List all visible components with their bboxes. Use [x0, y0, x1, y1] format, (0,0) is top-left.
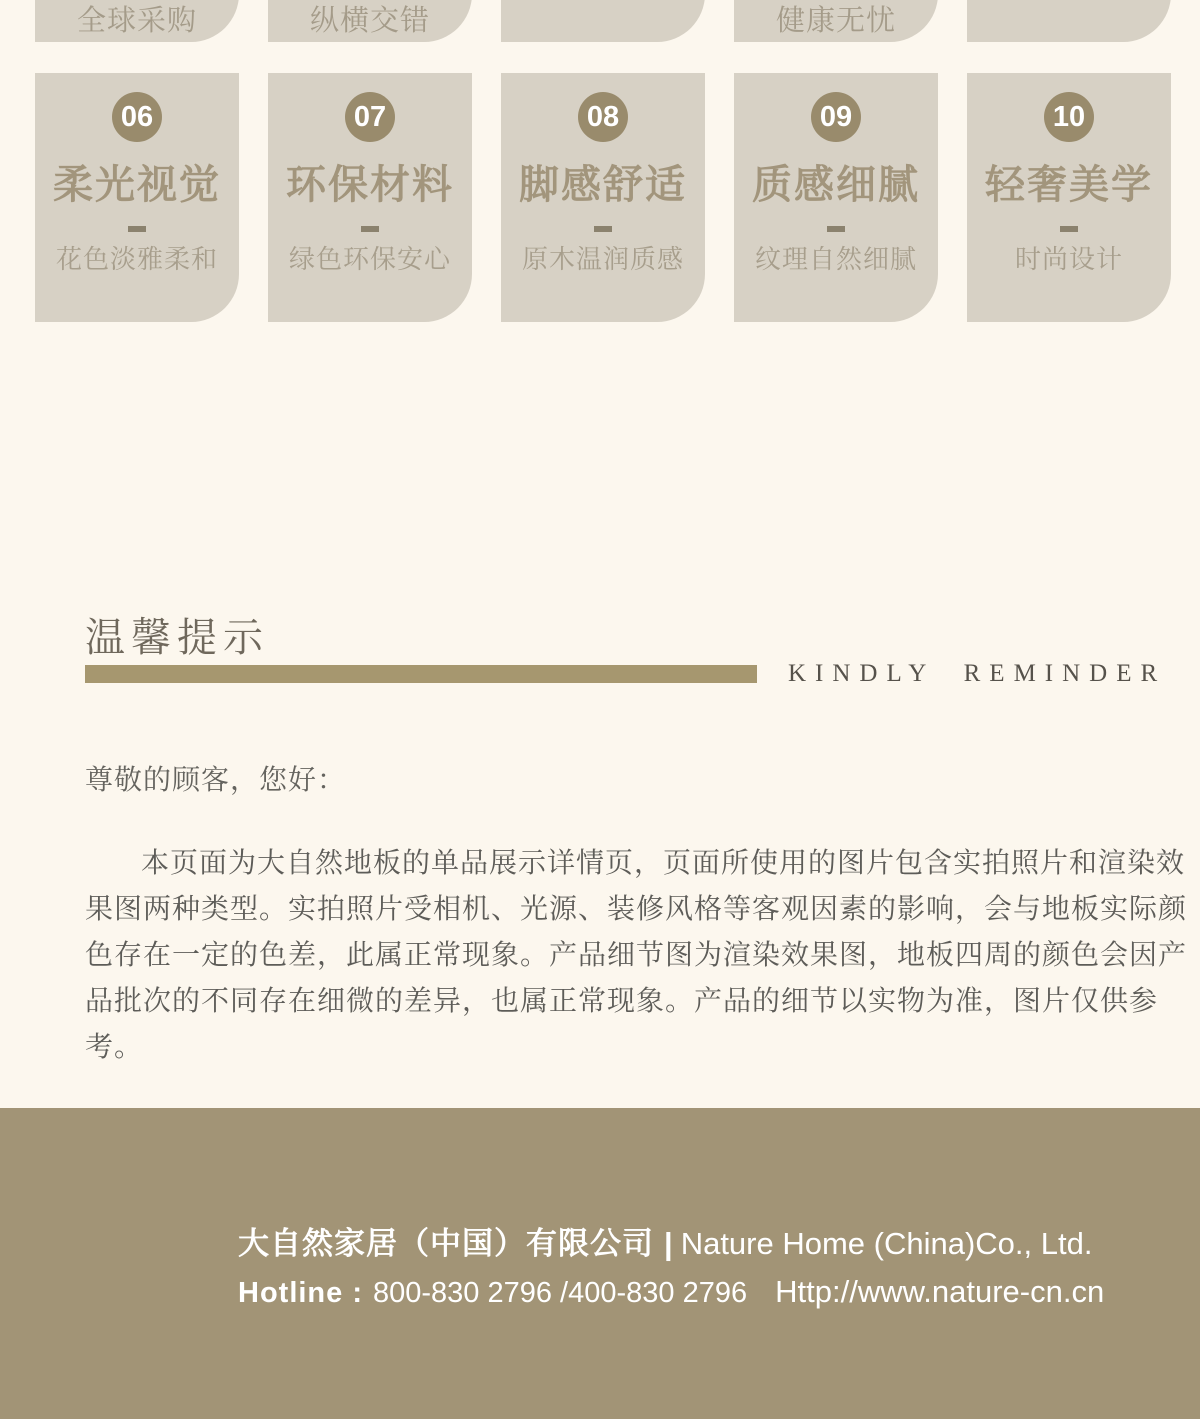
top-card-empty-1 [501, 0, 705, 42]
feature-card-10 [967, 73, 1171, 322]
dash-divider [594, 226, 612, 232]
number-badge: 10 [1044, 92, 1094, 142]
dash-divider [827, 226, 845, 232]
company-name-en: Nature Home (China)Co., Ltd. [680, 1226, 1093, 1261]
feature-title: 轻奢美学 [985, 163, 1153, 207]
feature-subtitle: 时尚设计 [1014, 244, 1123, 274]
number-badge: 07 [345, 92, 395, 142]
feature-subtitle: 纹理自然细腻 [754, 244, 917, 274]
notice-line: 考。 [85, 1031, 144, 1062]
separator-bar: | [664, 1226, 673, 1261]
top-card-crisscross [268, 0, 472, 42]
feature-title: 脚感舒适 [519, 163, 687, 207]
notice-line: 色存在一定的色差，此属正常现象。产品细节图为渲染效果图，地板四周的颜色会因产 [85, 939, 1188, 970]
greeting-text: 尊敬的顾客，您好： [85, 764, 347, 795]
notice-line: 品批次的不同存在细微的差异，也属正常现象。产品的细节以实物为准，图片仅供参 [85, 985, 1159, 1016]
section-title-en: KINDLY REMINDER [788, 660, 1167, 687]
hotline-label: Hotline : [238, 1277, 363, 1309]
top-card-label: 全球采购 [76, 5, 197, 37]
top-card-empty-2 [967, 0, 1171, 42]
website-link[interactable]: Http://www.nature-cn.cn [775, 1274, 1105, 1309]
footer-text-block [238, 1226, 1104, 1310]
notice-line: 果图两种类型。实拍照片受相机、光源、装修风格等客观因素的影响，会与地板实际颜 [85, 893, 1188, 924]
company-name-cn: 大自然家居（中国）有限公司 [238, 1226, 654, 1261]
dash-divider [1060, 226, 1078, 232]
number-badge: 08 [578, 92, 628, 142]
feature-card-08 [501, 73, 705, 322]
hotline-numbers: 800-830 2796 /400-830 2796 [373, 1277, 748, 1309]
dash-divider [361, 226, 379, 232]
dash-divider [128, 226, 146, 232]
number-badge: 09 [811, 92, 861, 142]
notice-paragraph [85, 840, 1188, 1070]
footer-company-line [238, 1226, 1104, 1262]
feature-title: 环保材料 [286, 163, 454, 207]
footer-contact-line [238, 1275, 1104, 1310]
top-card-health [734, 0, 938, 42]
number-badge: 06 [112, 92, 162, 142]
top-card-label: 纵横交错 [309, 5, 430, 37]
feature-subtitle: 花色淡雅柔和 [55, 244, 218, 274]
feature-title: 质感细腻 [752, 163, 920, 207]
top-card-label: 健康无忧 [775, 5, 896, 37]
feature-card-06 [35, 73, 239, 322]
footer [0, 1108, 1200, 1419]
feature-card-07 [268, 73, 472, 322]
feature-title: 柔光视觉 [53, 163, 221, 207]
top-card-global-sourcing [35, 0, 239, 42]
section-title-bar [85, 665, 757, 683]
feature-card-09 [734, 73, 938, 322]
notice-line: 本页面为大自然地板的单品展示详情页，页面所使用的图片包含实拍照片和渲染效 [141, 847, 1186, 878]
feature-subtitle: 绿色环保安心 [288, 244, 451, 274]
section-title-cn: 温馨提示 [85, 616, 269, 660]
feature-subtitle: 原木温润质感 [521, 244, 684, 274]
